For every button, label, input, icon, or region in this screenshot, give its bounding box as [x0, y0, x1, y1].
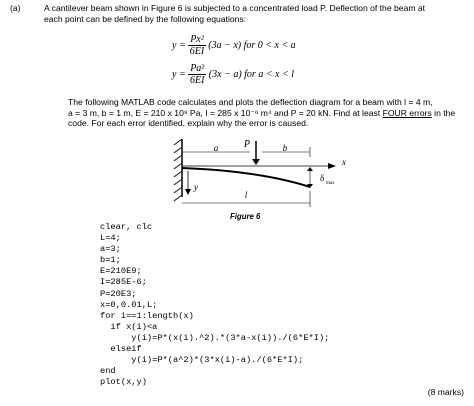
code-line: if x(i)<a [100, 321, 158, 332]
equation-1-fraction [188, 34, 206, 57]
code-line: P=20E3; [100, 288, 137, 299]
task-line-1: The following MATLAB code calculates and plots the deflection diagram for a beam with l = 4 m, [68, 97, 433, 107]
equation-2-fraction [188, 63, 206, 86]
label-y: y [194, 182, 198, 192]
equation-2-denominator: 6EI [190, 75, 205, 86]
code-line: elseif [100, 344, 142, 355]
wall-hatching [174, 139, 182, 201]
deflected-beam [182, 168, 310, 187]
question-intro [44, 3, 454, 24]
task-line-2-emphasis: FOUR errors [382, 107, 432, 118]
task-line-2 [68, 108, 460, 119]
equation-2-lhs: y = [172, 68, 186, 80]
code-line: y(i)=P*(x(i).^2).*(3*a-x(i))./(6*E*I); [100, 332, 330, 343]
marks-label: (8 marks) [427, 387, 464, 397]
label-P: P [243, 139, 250, 150]
matlab-code [100, 222, 329, 388]
equation-2-rhs: (3x − a) for a < x < l [208, 68, 295, 80]
label-l: l [244, 190, 248, 200]
code-line: for i==1:length(x) [100, 310, 194, 321]
task-line-3: code. For each error identified, explain why the error is caused. [68, 118, 309, 128]
code-line: y(i)=P*(a^2)*(3*x(i)-a)./(6*E*I); [100, 355, 304, 366]
code-line: end [100, 366, 116, 377]
figure-caption: Figure 6 [230, 212, 261, 221]
code-line: E=210E9; [100, 266, 142, 277]
question-label: (a) [10, 3, 21, 13]
label-delta-sub: max [326, 181, 335, 186]
label-a: a [213, 143, 219, 153]
equation-2-numerator: Pa² [190, 63, 205, 74]
equation-1-lhs: y = [172, 39, 186, 51]
equation-2 [172, 63, 294, 86]
code-line: clear, clc [100, 222, 153, 232]
code-line: b=1; [100, 255, 121, 266]
task-line-2-pre: a = 3 m, b = 1 m, E = 210 x 10⁹ Pa, I = 285 x 10⁻⁶ m⁴ and P = 20 kN. Find at least [68, 107, 383, 118]
task-paragraph [68, 97, 460, 129]
equation-1-denominator: 6EI [189, 46, 205, 57]
code-line: plot(x,y) [100, 377, 147, 388]
code-line: I=285E-6; [100, 277, 147, 288]
task-line-2-post: in the [431, 107, 456, 118]
intro-line-1: A cantilever beam shown in Figure 6 is subjected to a concentrated load P. Deflection of the beam at [44, 3, 426, 13]
code-line: x=0,0.01,L; [100, 299, 158, 310]
equation-1 [172, 34, 296, 57]
code-line: a=3; [100, 244, 121, 255]
cantilever-beam-figure [170, 135, 370, 215]
equation-1-numerator: Px² [190, 34, 204, 45]
equation-1-rhs: (3a − x) for 0 < x < a [208, 39, 296, 51]
label-b: b [282, 143, 288, 153]
intro-line-2: each point can be defined by the following equations: [44, 13, 247, 24]
code-line: L=4; [100, 233, 121, 244]
label-x: x [342, 157, 346, 167]
label-delta: δ [320, 173, 325, 183]
